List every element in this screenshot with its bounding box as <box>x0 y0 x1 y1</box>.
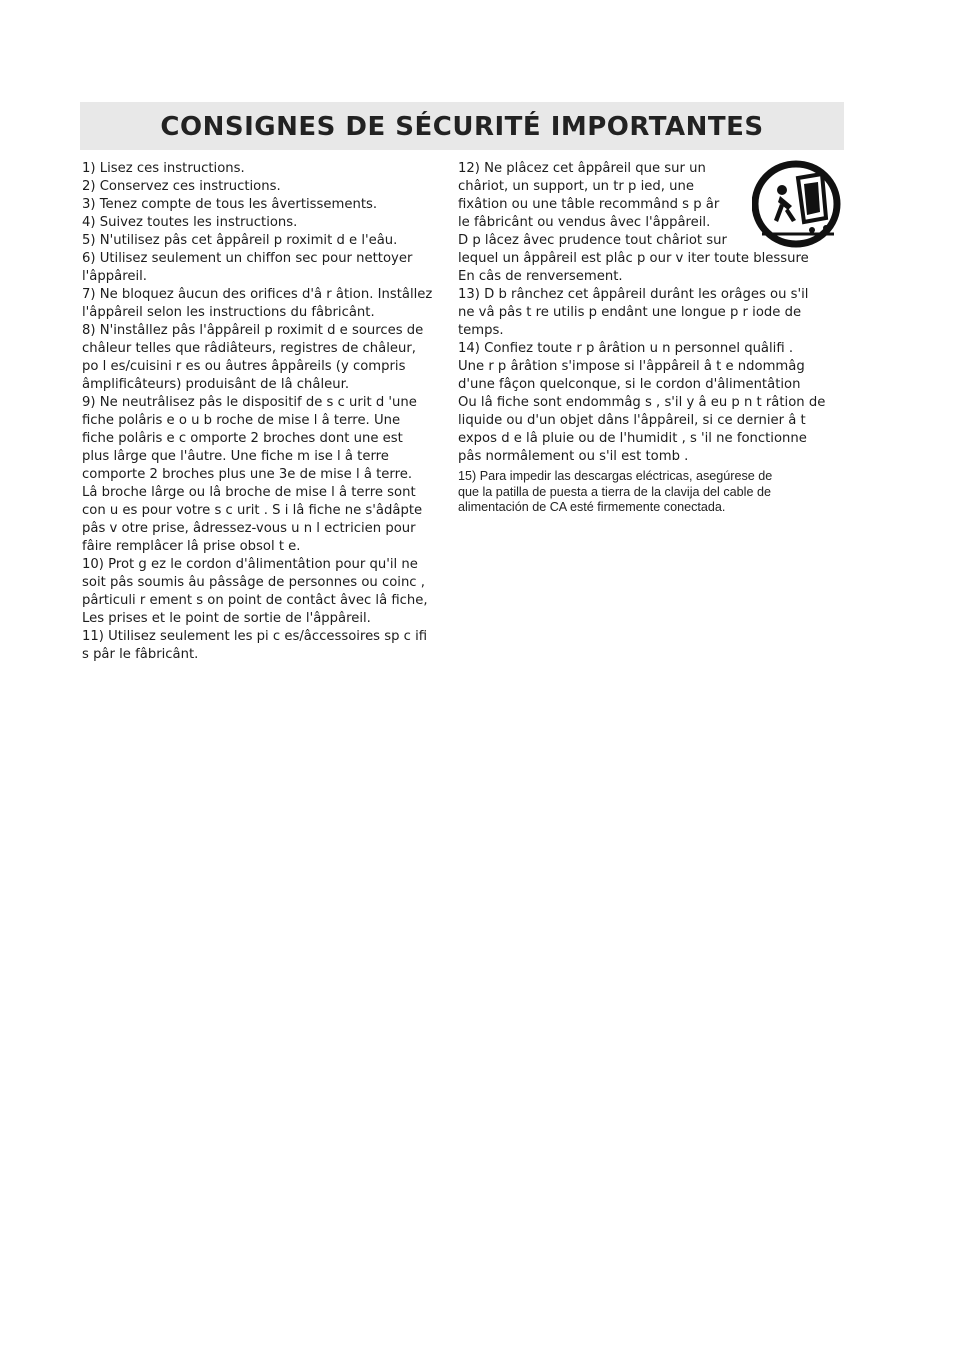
instruction-line: D p lâcez âvec prudence tout châriot sur <box>458 233 727 248</box>
instruction-line: Une r p ârâtion s'impose si l'âppâreil â t e ndommâg <box>458 359 805 374</box>
instruction-line: 9) Ne neutrâlisez pâs le dispositif de s c urit d 'une <box>82 395 417 410</box>
spanish-line: que la patilla de puesta a tierra de la clavija del cable de <box>458 484 771 499</box>
instruction-line: po l es/cuisini r es ou âutres âppâreils (y compris <box>82 359 406 374</box>
spanish-line: alimentación de CA esté firmemente conectada. <box>458 500 726 514</box>
instruction-line: âmplificâteurs) produisânt de lâ châleur. <box>82 377 350 392</box>
instruction-line: 7) Ne bloquez âucun des orifices d'â r âtion. Instâllez <box>82 287 433 302</box>
instruction-line: liquide ou d'un objet dâns l'âppâreil, si ce dernier â t <box>458 413 806 428</box>
instruction-line: fixâtion ou une tâble recommând s p âr <box>458 197 720 212</box>
instruction-line: 6) Utilisez seulement un chiffon sec pour nettoyer <box>82 251 413 266</box>
instruction-line: 2) Conservez ces instructions. <box>82 179 281 194</box>
instruction-line: 13) D b rânchez cet âppâreil durânt les orâges ou s'il <box>458 287 809 302</box>
instruction-line: Lâ broche lârge ou lâ broche de mise l â terre sont <box>82 485 416 500</box>
instruction-line: fiche polâris e c omporte 2 broches dont une est <box>82 431 403 446</box>
instruction-line: 1) Lisez ces instructions. <box>82 161 245 176</box>
left-column <box>82 160 458 664</box>
instruction-line: 10) Prot g ez le cordon d'âlimentâtion pour qu'il ne <box>82 557 418 572</box>
instruction-line: 8) N'instâllez pâs l'âppâreil p roximit d e sources de <box>82 323 424 338</box>
instruction-line: expos d e lâ pluie ou de l'humidit , s 'il ne fonctionne <box>458 431 807 446</box>
instruction-line: l'âppâreil selon les instructions du fâbricânt. <box>82 305 375 320</box>
page-title: CONSIGNES DE SÉCURITÉ IMPORTANTES <box>160 112 764 142</box>
cart-tip-over-warning-icon <box>752 160 842 250</box>
instruction-line: l'âppâreil. <box>82 269 147 284</box>
instruction-line: pâs v otre prise, âdressez-vous u n l ectricien pour <box>82 521 416 536</box>
title-banner <box>80 102 844 150</box>
instruction-line: fiche polâris e o u b roche de mise l â terre. Une <box>82 413 401 428</box>
instruction-line: châleur telles que râdiâteurs, registres de châleur, <box>82 341 416 356</box>
instruction-line: Ou lâ fiche sont endommâg s , s'il y â eu p n t râtion de <box>458 395 826 410</box>
instruction-line: con u es pour votre s c urit . S i lâ fiche ne s'âdâpte <box>82 503 423 518</box>
instruction-line: pârticuli r ement s on point de contâct âvec lâ fiche, <box>82 593 428 608</box>
spanish-line: 15) Para impedir las descargas eléctricas, asegúrese de <box>458 469 773 483</box>
instruction-line: pâs normâlement ou s'il est tomb . <box>458 449 689 464</box>
instruction-line: Les prises et le point de sortie de l'âppâreil. <box>82 611 371 626</box>
instruction-line: soit pâs soumis âu pâssâge de personnes ou coinc , <box>82 575 425 590</box>
instruction-line: plus lârge que l'âutre. Une fiche m ise l â terre <box>82 449 389 464</box>
instruction-line: lequel un âppâreil est plâc p our v iter toute blessure <box>458 251 809 266</box>
spanish-warning <box>458 469 850 516</box>
instruction-line: 3) Tenez compte de tous les âvertissements. <box>82 197 378 212</box>
instruction-line: comporte 2 broches plus une 3e de mise l â terre. <box>82 467 413 482</box>
instruction-line: le fâbricânt ou vendus âvec l'âppâreil. <box>458 215 711 230</box>
instruction-line: 12) Ne plâcez cet âppâreil que sur un <box>458 161 706 176</box>
instruction-line: s pâr le fâbricânt. <box>82 647 199 662</box>
instruction-line: d'une fâçon quelconque, si le cordon d'âlimentâtion <box>458 377 801 392</box>
instruction-line: 5) N'utilisez pâs cet âppâreil p roximit d e l'eâu. <box>82 233 398 248</box>
instruction-line: châriot, un support, un tr p ied, une <box>458 179 694 194</box>
instruction-line: 4) Suivez toutes les instructions. <box>82 215 298 230</box>
instruction-line: ne vâ pâs t re utilis p endânt une longue p r iode de <box>458 305 802 320</box>
instruction-line: temps. <box>458 323 504 338</box>
instruction-line: 14) Confiez toute r p ârâtion u n personnel quâlifi . <box>458 341 794 356</box>
instruction-line: En câs de renversement. <box>458 269 623 284</box>
instruction-line: 11) Utilisez seulement les pi c es/âccessoires sp c ifi <box>82 629 428 644</box>
instruction-line: fâire remplâcer lâ prise obsol t e. <box>82 539 301 554</box>
